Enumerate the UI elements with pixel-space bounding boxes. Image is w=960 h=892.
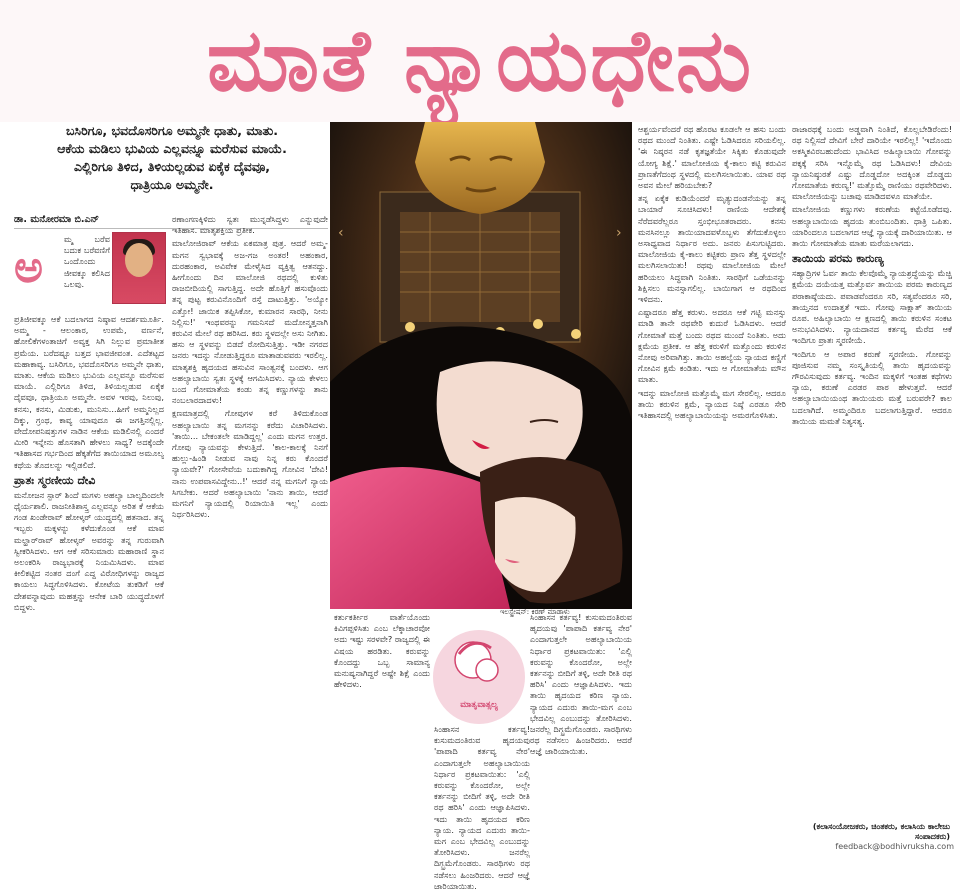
badge-label: ಮಾತೃವಾತ್ಸಲ್ಯ	[460, 700, 498, 710]
masthead	[0, 0, 960, 122]
column-2b	[334, 612, 430, 858]
deck	[14, 122, 330, 194]
column-1-body	[14, 314, 164, 860]
paragraph: ಪ್ರತಿಜೀವಕ್ಕೂ ಆಕೆ ಬದಲಾಗದ ನಿಷ್ಠಾವ ಆದರ್ಶಮೂರ್ತಿ. ಅಮ್ಮ - ಆಲಂಕಾರ, ಉಪಮೆ, ವರ್ಣನೆ, ಹೋಲಿಕೆಗಳಂತಾಚಿಗೆ ಅವ್ಯಕ್ತ ಸಿಗಿ ನಿಲ್ಲುವ ಪ್ರಮಾತೀತ ಪ್ರಮೆಯ. ಬರೆದಷ್ಟೂ ಬತ್ತದ ಭಾವಜೀವಂತ. ಎದೆತಟ್ಟದ ಮಹಾಕಾವ್ಯ. ಬಸಿರಿಗೂ, ಭವದೊಸರಿಗೂ ಅಮ್ಮನೇ ಧಾತು, ಮಾತು. ಆಕೆಯ ಮಡಿಲು ಭುವಿಯ ಎಲ್ಲವನ್ನೂ ಮರೆಸುವ ಮಾಯೆ. ಎಲ್ಲಿರಿಗೂ ತಿಳಿದ, ತಿಳಿಯಲ್ಲಡುವ ಏಕೈಕ ದೈವವೂ, ಧಾತ್ರಿಯೂ ಅಮ್ಮನೇ. ಅವಳ ಇರವು, ನಿಲುವು, ಕನಸು, ಕನಸು, ಮಿಡುಕು, ಮುನಿಸು...ಹೀಗೆ ಅಮ್ಮನಿಲ್ಲದ ದಿಕ್ಕು, ಗ್ರಂಥ, ಕಾವ್ಯ ಯಾವುದೂ ಈ ಜಗತ್ತಿನಲ್ಲಿಲ್ಲ. ವೇದೋಪನಿಷತ್ತುಗಳ ನಾಡಿನ ಆಕೆಯ ಮಡಿಲಿನಲ್ಲಿ ಎಂದರೆ ಮೀರಿ ಇನ್ನೇನು ಹೊಸತಾಗಿ ಹೇಳಲು ಸಾಧ್ಯ? ಅದಕ್ಕೆಂದೇ ಇತಿಹಾಸದ ಗರ್ಭದಿಂದ ಹೆಕ್ಕತೆಗೆದ ತಾಯಿಯಾದ ಅಮೂಲ್ಯ ಕಥೆಯ ತೊದಲನ್ನು ಇಲ್ಲಿಡಲಿದೆ.	[14, 314, 164, 470]
dropcap: ಅ	[14, 242, 43, 293]
column-4	[638, 124, 786, 858]
deck-line: ಧಾತ್ರಿಯೂ ಅಮ್ಮನೇ.	[130, 177, 214, 192]
paragraph: ಮಾಲೋಜಿಯ ಕಣ್ಣುಗಳು ಕರುಣೆಯ ಕಟ್ಟೆಯೊಡೆದವು. ಅಹಲ್ಯಾಬಾಯಿಯ ಹೃದಯ ತುಂಬಿಬಂದಿತು. ಧಾತ್ರಿ ಒಪಿತು. ಯಾರಿಂದಲೂ ಬದಲಾಗದ ಆಜ್ಞೆ ನ್ಯಾಯಕ್ಕೆ ದಾರಿಯಾಯಿತು. ಆ ತಾಯಿ ಗೋಮಾತೆಯ ಮಾತು ಮರೆಯಲಾಗದು.	[792, 204, 952, 249]
byline: ಡಾ. ಮನೋರಮಾ ಬಿ.ಎನ್	[14, 214, 99, 225]
page-title: ಮಾತೆ ನ್ಯಾಯಧೇನು	[206, 11, 754, 111]
feedback-email[interactable]: feedback@bodhivruksha.com	[835, 842, 954, 851]
paragraph: ಕ್ಷಣಮಾತ್ರದಲ್ಲಿ ಗೋವುಗಳ ಕರೆ ತಿಳಿದುಕೊಂಡ ಅಹಲ್ಯಾಬಾಯಿ ತನ್ನ ಮಗನನ್ನು ಕರೆದು ವಿಚಾರಿಸಿದಳು. 'ತಾಯಿ... ಬೇಕಂತಲೇ ಮಾಡಿದ್ದಲ್ಲ' ಎಂದು ಮಗನ ಉತ್ತರ. ಗೋವು ನ್ಯಾಯವನ್ನು ಕೇಳುತ್ತಿದೆ. 'ಕಾಲ-ಕಾಲಕ್ಕೆ ನಿನಗೆ ಹುಲ್ಲು-ಹಿಂಡಿ ನೀಡುವ ನಾವು ನಿನ್ನ ಕರು ಕೊಂದರೆ ನ್ಯಾಯವೇ?' ಗೋಸೇವೆಯ ಬದುಕಾಗಿದ್ದ ಗೋವಿನ 'ದೇವಿ! ನಾನು ಉಪವಾಸವಿದ್ದೇನು..!' ಆದರೆ ನನ್ನ ಮಗನಿಗೆ ನ್ಯಾಯ ಸಿಗಬೇಕು. ಆದರೆ ಅಹಲ್ಯಾಬಾಯಿ 'ನಾನು ತಾಯಿ, ಆದರೆ ಮಗನಿಗೆ ನ್ಯಾಯದಲ್ಲಿ ರಿಯಾಯಿತಿ ಇಲ್ಲ' ಎಂದು ನಿರ್ಧರಿಸಿದಳು.	[172, 408, 328, 520]
deck-line: ಆಕೆಯ ಮಡಿಲು ಭುವಿಯ ಎಲ್ಲವನ್ನೂ ಮರೆಸುವ ಮಾಯೆ.	[57, 141, 287, 156]
illustration-svg	[330, 122, 632, 609]
mother-child-icon	[433, 630, 525, 700]
column-3	[434, 724, 530, 891]
column-5	[792, 124, 952, 818]
paragraph: ಮನೋಜನ ಸ್ಪಾರ್ ಶಿಂದೆ ಮಗಳು ಅಹಲ್ಯಾ ಬಾಲ್ಯದಿಂದಲೇ ಧೈರ್ಯಶಾಲಿ. ರಾಜನೀತಿಶಾಸ್ತ್ರ ಎಲ್ಲವನ್ನೂ ಅರಿತ ಕೆ ಆಕೆಯ ಗಂಡ ಖಂಡೇರಾವ್ ಹೋಳ್ಕರ್ ಯುದ್ಧದಲ್ಲಿ ಹತನಾದ. ತನ್ನ ಇಬ್ಬರು ಮಕ್ಕಳನ್ನು ಕಳೆದುಕೊಂಡ ಆಕೆ ಮಾವ ಮಲ್ಹಾರ್‌ರಾವ್ ಹೋಳ್ಕರ್ ಅವರನ್ನು ತನ್ನ ಗುರುವಾಗಿ ಸ್ವೀಕರಿಸಿದಳು. ಆಗ ಆಕೆ ಸರಿಸುಮಾರು ಮಹಾರಾಣಿ ಸ್ಥಾನ ಅಲಂಕರಿಸಿ ರಾಜ್ಯಭಾರಕ್ಕೆ ನಿಯಮಿಸಿದಳು. ಮಾವ ಕೀಲಿಕಟ್ಟಿದ ನಂತರ ದಂಗೆ ಎದ್ದ ವಿರೋಧಿಗಳನ್ನು ರಾಜ್ಯದ ಕಾಯಲು ಸಿದ್ಧಗೊಳಿಸಿದಳು. ಕೋಟೆಯ ತುಕಡಿಗೆ ಆಕೆ ದೇಶವನ್ನಾವುದು ಮಹತ್ತನ್ನು ಆನೇಕ ಬಾರಿ ಯುದ್ಧದೊಳಗೆ ಬಿದ್ದಳು.	[14, 489, 164, 612]
paragraph: ಕರ್ತುಕರ್ತೀರ ವಾರ್ತೆಯೊಂದು ಕಿವಿಗಪ್ಪಳಿಸಿತು ಎಂಬ ಲೆಕ್ಕಾಚಾರವೋ ಅದು ಇಷ್ಟು ಸರಳವೇ? ರಾಜ್ಯದಲ್ಲಿ ಈ ವಿಷಯ ಹರಡಿತು. ಕರುವನ್ನು ಕೊಂದದ್ದು ಒಬ್ಬ ಸಾಮಾನ್ಯ ಮನುಷ್ಯನಾಗಿದ್ದರೆ ಅಷ್ಟೇ ಶಿಕ್ಷೆ ಎಂದು ಹೇಳಿದಳು.	[334, 612, 430, 690]
paragraph: ತನ್ನ ಏಕೈಕ ಕುಡಿಯೆಂದರೆ ಮೃತ್ಯುದಂಡನೆಯನ್ನು ತನ್ನ ಬಾಯಾರೆ ಸೂಚಿಸಿದಳು! ರಾಣಿಯ ಆದೇಶಕ್ಕೆ ನೆರೆದವರೆಲ್ಲರೂ ಸ್ತಂಭೀಭೂತರಾದರು. ಕನಸು ಮನಸಿನಲ್ಲೂ ತಾಯಿಯಾದವಳೊಬ್ಬಳು ತೆಗೆದುಕೊಳ್ಳಲು ಅಸಾಧ್ಯವಾದ ನಿರ್ಧಾರ ಅದು. ಜನರು ಪಿಸುಗುಟ್ಟಿದರು. ಮಾಲೋಜಿಯ ಕೈ-ಕಾಲು ಕಟ್ಟಿಕರು ಪ್ರಾಣ ತೆತ್ತ ಸ್ಥಳದಲ್ಲೇ ಮಲಗಿಸಲಾಯಿತು! ರಥವು ಮಾಲೋಜಿಯ ಮೇಲೆ ಹರಿಯಲು ಸಿದ್ಧವಾಗಿ ನಿಂತಿತು. ಸಾರಥಿಗೆ ಒಡೆಯನನ್ನು ಶಿಕ್ಷಿಸಲು ಮನಸ್ಸಾಗಲಿಲ್ಲ. ಬಾಯಿಗಾಗ ಆ ರಥದಿಂದ ಇಳಿದನು.	[638, 193, 786, 305]
section-badge	[433, 630, 525, 724]
lead-text: ಮ್ಮ ಬರೆವ ಬದುಕ ಬರೆವಣಿಗೆ ಒಂದೊಂದು ಜೀವಕ್ಕೂ ಕಲಿಸಿದ ಒಲವು.	[64, 234, 110, 289]
deck-line: ಎಲ್ಲಿರಿಗೂ ತಿಳಿದ, ತಿಳಿಯಲ್ಲಡುವ ಏಕೈಕ ದೈವವೂ,	[73, 159, 271, 174]
chevron-left-icon: ‹	[338, 225, 344, 241]
paragraph: ಸಹ್ಯಾದ್ರಿಗಳ ಓರ್ವ ತಾಯಿ ಕೆಲವೊಮ್ಮೆ ನ್ಯಾಯಶ್ರದ್ಧೆಯನ್ನು ಮೆಚ್ಚಿ ಕ್ಷಮೆಯ ದಯೆಯತ್ತ ಮತ್ತೊರ್ವ ತಾಯಿಯ ಪರಮ ಕಾರುಣ್ಯದ ಪರಾಕಾಷ್ಠೆಯದು. ಪವಾಡವೆಂದರೂ ಸರಿ, ಸತ್ಯವೆಂದರೂ ಸರಿ, ತಾಯ್ತನದ ಉದಾತ್ತತೆ ಇದು. ಗೋವು ಸಾಕ್ಷಾತ್ ತಾಯಿಯ ರೂಪ. ಅಹಿಲ್ಯಾಬಾಯಿ ಆ ಕ್ಷಣದಲ್ಲಿ ತಾಯಿ ಕರುಳಿನ ಸಂಕಟ ಅನುಭವಿಸಿದಳು. ನ್ಯಾಯದಾನದ ಕರ್ತವ್ಯ ಮೆರೆದ ಆಕೆ ಇಂದಿಗೂ ಪ್ರಾತಃ ಸ್ಮರಣೀಯೆ.	[792, 268, 952, 346]
paragraph: ಎಷ್ಟಾದರೂ ಹೆತ್ತ ಕರುಳು. ಅದರೂ ಆಕೆ ಗಟ್ಟಿ ಮನಸ್ಸು ಮಾಡಿ ತಾನೇ ರಥವೇರಿ ಕುದುರೆ ಓಡಿಸಿದಳು. ಆದರೆ ಗೋಮಾತೆ ಮತ್ತೆ ಬಂದು ರಥದ ಮುಂದೆ ನಿಂತಿತು. ಅದು ಕ್ಷಮೆಯ ಪ್ರತೀಕ. ಆ ಹೆತ್ತ ಕರುಳಿಗೆ ಮತ್ತೊಂದು ಕರುಳಿನ ನೋವು ಅರಿವಾಗಿತ್ತು. ತಾಯಿ ಅಹಲ್ಯೆಯ ನ್ಯಾಯದ ಕಣ್ಣಿಗೆ ಗೋವಿನ ಕ್ಷಮೆ ಕಂಡಿತು. ಇದು ಆ ಗೋಮಾತೆಯ ಮೌನ ಮಾತು.	[638, 307, 786, 385]
subheading: ಪ್ರಾತಃ ಸ್ಮರಣೀಯ ದೇವಿ	[14, 473, 96, 487]
deck-line: ಬಸಿರಿಗೂ, ಭವದೊಸರಿಗೂ ಅಮ್ಮನೇ ಧಾತು, ಮಾತು.	[65, 123, 279, 138]
paragraph: ಇಂದಿಗೂ ಆ ಅಪಾರ ಕರುಣೆ ಸ್ಮರಣೀಯ. ಗೋವನ್ನು ಪೂಜಿಸುವ ನಮ್ಮ ಸಂಸ್ಕೃತಿಯಲ್ಲಿ ತಾಯಿ ಹೃದಯವನ್ನು ಗೌರವಿಸುವುದು ಕರ್ತವ್ಯ. ಇಂದಿನ ಮಕ್ಕಳಿಗೆ ಇಂತಹ ಕಥೆಗಳು ನ್ಯಾಯ, ಕರುಣೆ ಎರಡರ ಪಾಠ ಹೇಳುತ್ತವೆ. ಆದರೆ ಅಹಲ್ಯಾಬಾಯಿಯಂಥ ತಾಯಿಯರು ಮತ್ತೆ ಬರುವರೇ? ಕಾಲ ಬದಲಾಗಿದೆ. ಅಮ್ಮಂದಿರೂ ಬದಲಾಗುತ್ತಿದ್ದಾರೆ. ಆದರೂ ತಾಯಿಯ ಮಮತೆ ನಿತ್ಯಸತ್ಯ.	[792, 348, 952, 426]
chevron-right-icon: ›	[616, 225, 622, 241]
paragraph: ಸಿಂಹಾಸನ ಕರ್ತವ್ಯ! ಕುಸುಮದಂತಿರುವ ಹೃದಯವು 'ಪಾಪಾದಿ ಕರ್ತವ್ಯ ನೇರ' ಎಂದಾಗುತ್ತಲೇ ಅಹಲ್ಯಾಬಾಯಿಯ ನಿರ್ಧಾರ ಪ್ರಕಟವಾಯಿತು: 'ಎಲ್ಲಿ ಕರುವನ್ನು ಕೊಂದರೋ, ಅಲ್ಲೇ ಕರ್ತನನ್ನು ಬೀದಿಗೆ ತಳ್ಳಿ, ಅದೇ ರೀತಿ ರಥ ಹರಿಸಿ' ಎಂದು ಆಜ್ಞಾಪಿಸಿದಳು. ಇದು ತಾಯಿ ಹೃದಯದ ಕಠಿಣ ನ್ಯಾಯ. ನ್ಯಾಯದ ಎದುರು ತಾಯಿ-ಮಗ ಎಂಬ ಭೇದವಿಲ್ಲ ಎಂಬುದನ್ನು ತೋರಿಸಿದಳು. ಜನರೆಲ್ಲ ದಿಗ್ಭ್ರಮೆಗೊಂಡರು. ಸಾರಥಿಗಳು ರಥ ನಡೆಸಲು ಹಿಂಜರಿದರು. ಆದರೆ ಆಜ್ಞೆ ಜಾರಿಯಾಯಿತು.	[434, 724, 530, 891]
column-3a	[530, 612, 632, 858]
column-1	[64, 234, 110, 314]
paragraph: ರಣಾಂಗಣಕ್ಕಿಳಿದು ಸ್ವತಃ ಮುನ್ನಡೆಸಿದ್ದಳು ಎನ್ನುವುದೇ ಇತಿಹಾಸ. ಮಾತೃಶಕ್ತಿಯ ಪ್ರತೀಕ.	[172, 214, 328, 236]
author-face	[125, 243, 153, 277]
image-credit: ಇಲಸ್ಟ್ರೇಷನ್: ಕಿರಣ್ ಮಾಡಾಳು	[500, 608, 570, 616]
author-photo	[112, 232, 166, 304]
paragraph: ಸಿಂಹಾಸನ ಕರ್ತವ್ಯ! ಕುಸುಮದಂತಿರುವ ಹೃದಯವು 'ಪಾಪಾದಿ ಕರ್ತವ್ಯ ನೇರ' ಎಂದಾಗುತ್ತಲೇ ಅಹಲ್ಯಾಬಾಯಿಯ ನಿರ್ಧಾರ ಪ್ರಕಟವಾಯಿತು: 'ಎಲ್ಲಿ ಕರುವನ್ನು ಕೊಂದರೋ, ಅಲ್ಲೇ ಕರ್ತನನ್ನು ಬೀದಿಗೆ ತಳ್ಳಿ, ಅದೇ ರೀತಿ ರಥ ಹರಿಸಿ' ಎಂದು ಆಜ್ಞಾಪಿಸಿದಳು. ಇದು ತಾಯಿ ಹೃದಯದ ಕಠಿಣ ನ್ಯಾಯ. ನ್ಯಾಯದ ಎದುರು ತಾಯಿ-ಮಗ ಎಂಬ ಭೇದವಿಲ್ಲ ಎಂಬುದನ್ನು ತೋರಿಸಿದಳು. ಜನರೆಲ್ಲ ದಿಗ್ಭ್ರಮೆಗೊಂಡರು. ಸಾರಥಿಗಳು ರಥ ನಡೆಸಲು ಹಿಂಜರಿದರು. ಆದರೆ ಆಜ್ಞೆ ಜಾರಿಯಾಯಿತು.	[530, 612, 632, 757]
paragraph: ಇದನ್ನು ಮಾಲೋಜಿ ಮತ್ತೊಮ್ಮೆ ಮಗ ಸೇರಲಿಲ್ಲ. ಆದರೂ ತಾಯಿ ಕರುಳಿನ ಕ್ಷಮೆ, ನ್ಯಾಯದ ನಿಷ್ಠೆ ಎರಡೂ ಸೇರಿ ಇತಿಹಾಸದಲ್ಲಿ ಅಹಲ್ಯಾಬಾಯಿಯನ್ನು ಅಮರಗೊಳಿಸಿತು.	[638, 387, 786, 421]
paragraph: ಆಶ್ಚರ್ಯವೆಂದರೆ ರಥ ಹೊರಟ ಕೂಡಲೇ ಆ ಹಸು ಬಂದು ರಥದ ಮುಂದೆ ನಿಂತಿತು. ಎಷ್ಟೇ ಓಡಿಸಿದರೂ ಸರಿಯಲಿಲ್ಲ. 'ಈ ನಿಷ್ಠರನ ನಡೆ ಕೃತಜ್ಞತೆಯೇ ಸಿಕ್ಕಿತು ಕೊಡುವುದೇ ಯೋಗ್ಯ ಶಿಕ್ಷೆ.' ಮಾಲೋಜಿಯ ಕೈ-ಕಾಲು ಕಟ್ಟಿ ಕರುವಿನ ಪ್ರಾಣತೆಗೆದಂಥ ಸ್ಥಳದಲ್ಲಿ ಮಲಗಿಸಲಾಯಿತು. ಯಾವ ರಥ ಅವನ ಮೇಲೆ ಹರಿಯಬೇಕು?	[638, 124, 786, 191]
paragraph: ರಾಜಾರಥಕ್ಕೆ ಬಂದು ಅಡ್ಡವಾಗಿ ನಿಂತಿದೆ, ಕೊಲ್ಲಬೇಡಿರೆಂದು! ರಥ ನಿಲ್ಲಿಸದೆ ದೇವಿಗೆ ಬೇರೆ ದಾರಿಯೇ ಇರಲಿಲ್ಲ! 'ಇದೊಂದು ಅಕಸ್ಮಿಕವಿರಬಹುದೆಂದು ಭಾವಿಸಿದ ಅಹಿಲ್ಯಾಬಾಯಿ ಗೋವನ್ನು ಪಕ್ಕಕ್ಕೆ ಸರಿಸಿ ಇನ್ನೊಮ್ಮೆ ರಥ ಓಡಿಸಿದಳು! ದೇವಿಯ ನ್ಯಾಯನಿಷ್ಠುರತೆ ಎಷ್ಟು ದೊಡ್ಡದೋ ಅದಕ್ಕಿಂತ ದೊಡ್ಡದು ಗೋಮಾತೆಯ ಕರುಣ್ಯ!' ಮತ್ತೊಮ್ಮೆ ರಾಣಿಯು ರಥವೇರಿದಳು. ಮಾಲೋಜಿಯನ್ನು ಬಚಾವು ಮಾಡಿದವಳೂ ಮಾತೆಯೇ.	[792, 124, 952, 202]
paragraph: ಮಾಲೋಜಿರಾವ್ ಆಕೆಯ ಏಕಮಾತ್ರ ಪುತ್ರ. ಆದರೆ ಅಮ್ಮ-ಮಗನ ಸ್ವಭಾವಕ್ಕೆ ಅಜ-ಗಜ ಅಂತರ! ಅಹಂಕಾರ, ದುರಹಂಕಾರ, ಅವಿವೇಕ ಮೇಳೈಸಿದ ವ್ಯಕ್ತಿತ್ವ ಆತನದ್ದು. ಹೀಗೊಂದು ದಿನ ಮಾಲೋಜಿ ರಥದಲ್ಲಿ ಕುಳಿತು ರಾಜಬೀದಿಯಲ್ಲಿ ಸಾಗುತ್ತಿದ್ದ. ಅದೇ ಹೊತ್ತಿಗೆ ಹಸುವೊಂದು ತನ್ನ ಪುಟ್ಟ ಕರುವಿನೊಂದಿಗೆ ರಸ್ತೆ ದಾಟುತ್ತಿತ್ತು. 'ಅಯ್ಯೋ ಎತ್ತೋ! ಜಾಯಿಕ ತಪ್ಪಿಸಿಕೋ, ಕುಮಾರನ ಸಾರಥಿ, ನೀನು ನಿಲ್ಲಿಸು!' ಇಂಥವರನ್ನು ಗಮನಿಸದೆ ಮದೋನ್ಮತ್ತನಾಗಿ ಕರುವಿನ ಮೇಲೆ ರಥ ಹರಿಸಿದ. ಕರು ಸ್ಥಳದಲ್ಲೇ ಅಸು ನೀಗಿತು. ಹಸು ಆ ಸ್ಥಳವನ್ನು ಬಿಡದೆ ರೋದಿಸುತ್ತಿತ್ತು. ಇಡೀ ನಗರದ ಜನರು ಇದನ್ನು ನೋಡುತ್ತಿದ್ದರೂ ಮಾತಾಡುವವರು ಇರಲಿಲ್ಲ. ಮಾತೃಶಕ್ತಿ ಹೃದಯದ ಹಸುವಿನ ಸಾಂತ್ವನಕ್ಕೆ ಬಂದಳು. ಆಗ ಅಹಲ್ಯಾಬಾಯಿ ಸ್ವತಃ ಸ್ಥಳಕ್ಕೆ ಆಗಮಿಸಿದಳು. ನ್ಯಾಯ ಕೇಳಲು ಬಂದ ಗೋಮಾತೆಯ ಕಂಡು ತನ್ನ ಕಣ್ಣುಗಳನ್ನು ತಾನು ನಂಬಲಾರದಾದಳು!	[172, 238, 328, 406]
column-2	[172, 214, 328, 860]
illustration	[330, 122, 632, 609]
subheading: ತಾಯಿಯ ಪರಮ ಕಾರುಣ್ಯ	[792, 252, 884, 266]
author-signoff: (ಕಲಾಸಂಯೋಜಕರು, ಚಿಂತಕರು, ಕಲಾಸಿಯ ಕಾಲೇಜು ಸಂಪಾದಕರು)	[812, 822, 950, 841]
